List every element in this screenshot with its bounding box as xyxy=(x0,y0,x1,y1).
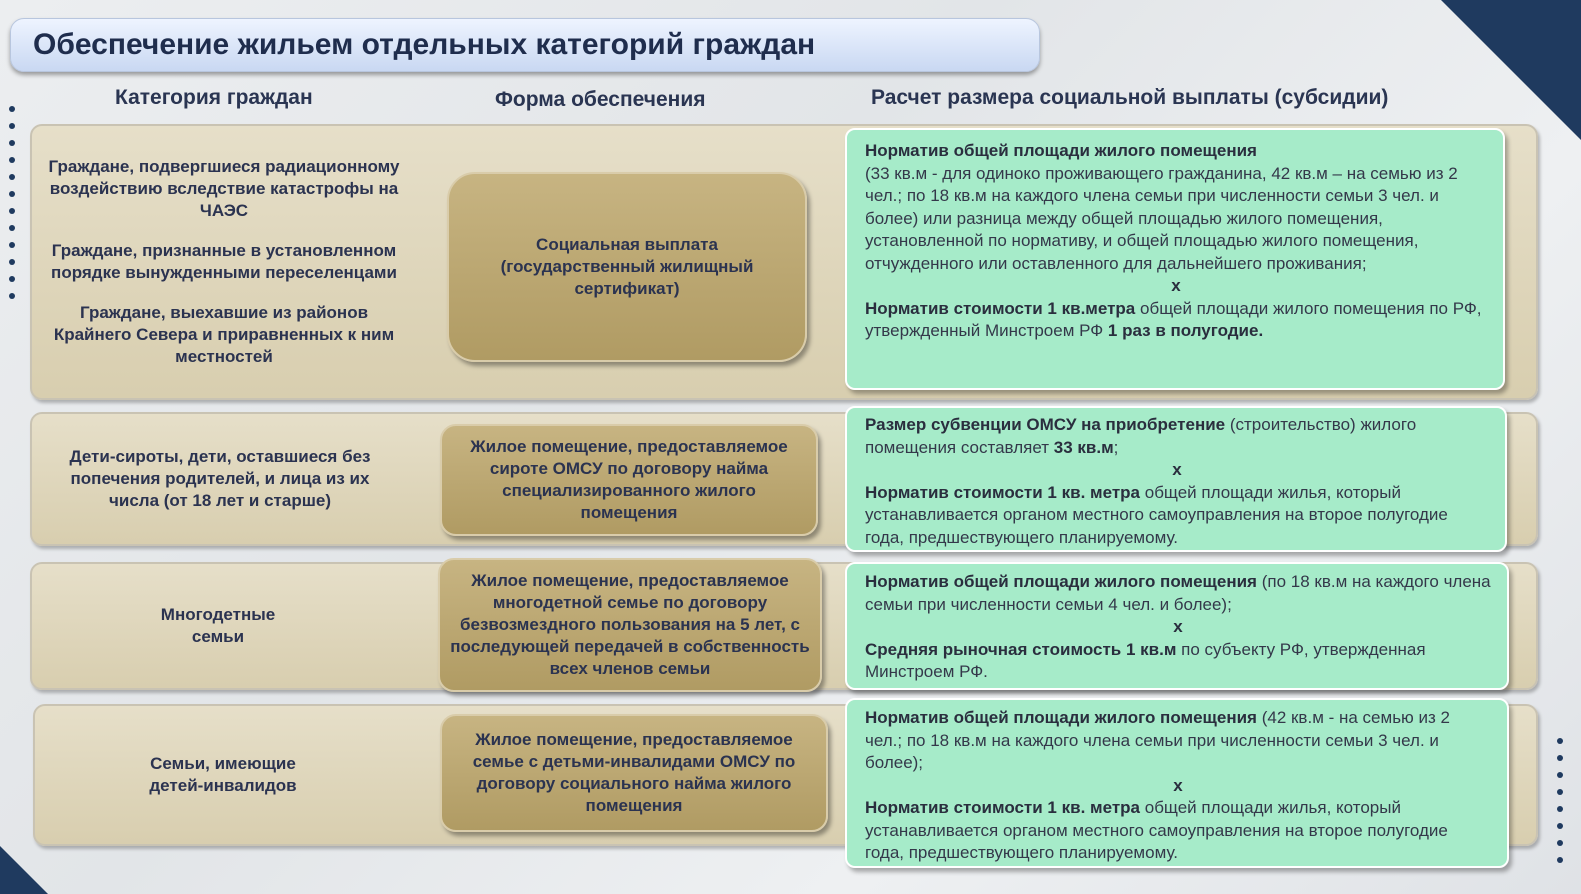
form-text: Жилое помещение, предоставляемое сироте ОМСУ по договору найма специализированного жилого помещения xyxy=(470,437,788,522)
multiply-sign: x xyxy=(1171,276,1181,295)
calc-bold: Норматив общей площади жилого помещения xyxy=(865,141,1257,160)
corner-decoration xyxy=(1441,0,1581,140)
calc-bold: 33 кв.м xyxy=(1053,437,1114,457)
form-box xyxy=(440,424,818,536)
category-cell xyxy=(44,130,404,394)
dots-decoration xyxy=(9,106,15,299)
multiply-sign: x xyxy=(1173,617,1183,636)
calc-bold: Норматив общей площади жилого помещения xyxy=(865,708,1257,727)
category-cell xyxy=(44,416,396,542)
category-text: Дети-сироты, дети, оставшиеся без попечения родителей, и лица из их числа (от 18 лет и старше) xyxy=(69,447,371,510)
calc-bold: Норматив общей площади жилого помещения xyxy=(865,572,1257,591)
calc-bold: Норматив стоимости 1 кв.метра xyxy=(865,298,1136,318)
category-text: Граждане, подвергшиеся радиационному воздействию вследствие катастрофы на ЧАЭС xyxy=(48,157,400,220)
form-text: Социальная выплата (государственный жилищный сертификат) xyxy=(500,235,754,298)
calc-bold: Размер субвенции ОМСУ на приобретение xyxy=(865,415,1226,434)
multiply-sign: x xyxy=(1172,460,1182,479)
calc-box xyxy=(845,562,1509,690)
calc-text: (33 кв.м - для одиноко проживающего гражданина, 42 кв.м – на семью из 2 чел.; по 18 кв.м на каждого члена семьи при численности семьи 3 чел. и более) или разница между общей площадью жилого помещения, установленной по нормативу, и общей площадью жилого помещения, отчужденного или оставленного для дальнейшего проживания; xyxy=(865,163,1458,273)
calc-bold: Норматив стоимости 1 кв. метра xyxy=(865,482,1140,502)
calc-box xyxy=(845,406,1507,552)
calc-box xyxy=(845,128,1505,390)
category-cell xyxy=(44,566,392,686)
calc-text: (по 18 кв.м на каждого члена семьи при численности семьи 4 чел. и более); xyxy=(865,572,1491,614)
calc-bold: Средняя рыночная стоимость 1 кв.м xyxy=(865,639,1177,659)
category-cell xyxy=(44,708,402,842)
form-box xyxy=(440,714,828,832)
form-box xyxy=(438,558,822,692)
title-bar xyxy=(10,18,1040,72)
calc-text: общей площади жилого помещения по РФ, утвержденный Минстроем РФ xyxy=(865,298,1482,340)
category-text: Многодетные семьи xyxy=(160,605,276,646)
calc-bold: 1 раз в полугодие. xyxy=(1107,321,1264,340)
category-text: Граждане, признанные в установленном порядке вынужденными переселенцами xyxy=(51,241,397,282)
category-text: Граждане, выехавшие из районов Крайнего Севера и приравненных к ним местностей xyxy=(53,303,395,366)
header-form: Форма обеспечения xyxy=(495,88,706,111)
calc-box xyxy=(845,698,1509,868)
page-title: Обеспечение жильем отдельных категорий граждан xyxy=(33,28,816,61)
corner-decoration xyxy=(0,846,48,894)
category-text: Семьи, имеющие детей-инвалидов xyxy=(149,754,297,795)
multiply-sign: x xyxy=(1173,775,1183,795)
form-box xyxy=(447,172,807,362)
calc-text: по субъекту РФ, утвержденная Минстроем РФ. xyxy=(865,639,1426,681)
form-text: Жилое помещение, предоставляемое многодетной семье по договору безвозмездного пользования на 5 лет, с последующей передачей в собственность всех членов семьи xyxy=(450,571,810,678)
header-category: Категория граждан xyxy=(115,86,313,109)
calc-text: общей площади жилья, который устанавливается органом местного самоуправления на второе полугодие года, предшествующего планируемому. xyxy=(865,482,1448,547)
calc-text: (строительство) жилого помещения составляет xyxy=(865,415,1417,457)
calc-text: ; xyxy=(1113,437,1119,457)
calc-text: (42 кв.м - на семью из 2 чел.; по 18 кв.м на каждого члена семьи при численности семьи 3 чел. и более); xyxy=(865,708,1450,772)
form-text: Жилое помещение, предоставляемое семье с детьми-инвалидами ОМСУ по договору социального найма жилого помещения xyxy=(472,730,796,815)
header-calc: Расчет размера социальной выплаты (субсидии) xyxy=(871,86,1389,109)
dots-decoration xyxy=(1557,738,1563,863)
calc-bold: Норматив стоимости 1 кв. метра xyxy=(865,798,1140,817)
calc-text: общей площади жилья, который устанавливается органом местного самоуправления на второе полугодие года, предшествующего планируемому. xyxy=(865,798,1448,862)
